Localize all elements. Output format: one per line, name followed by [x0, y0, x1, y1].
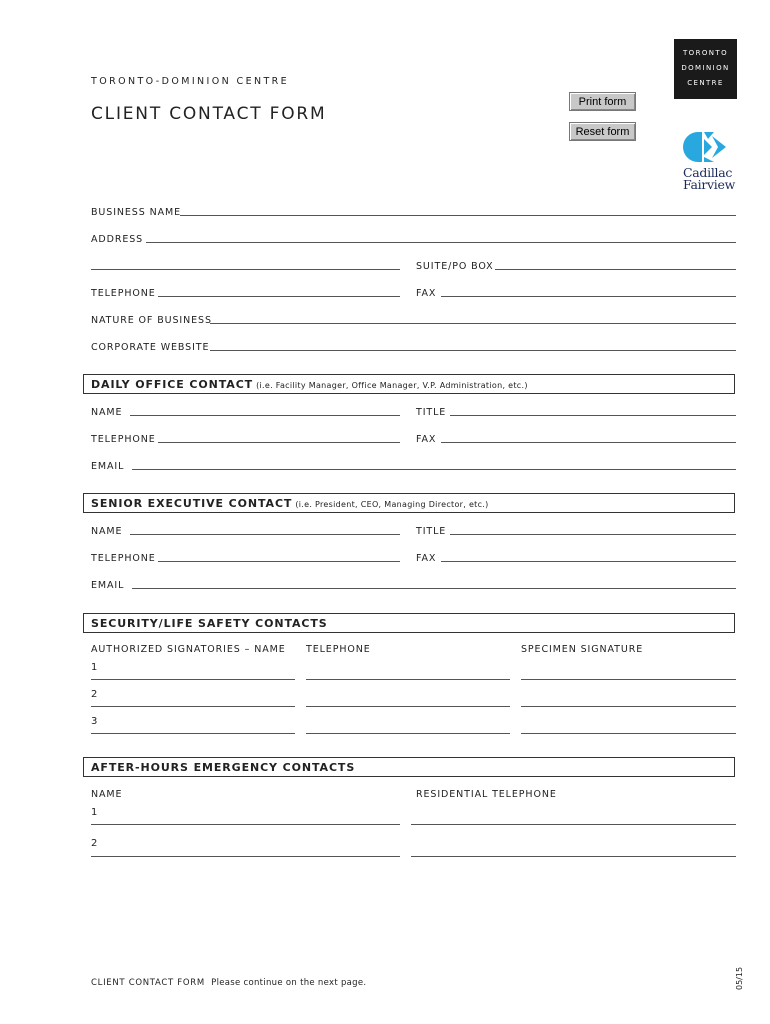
footer-note: Please continue on the next page.: [211, 978, 367, 988]
corporate-website-field[interactable]: [210, 338, 736, 351]
print-form-button[interactable]: Print form: [569, 92, 636, 111]
cadillac-logo-line2: Fairview: [683, 177, 736, 192]
security-1-name-field[interactable]: [91, 667, 295, 680]
nature-of-business-field[interactable]: [210, 311, 736, 324]
daily-contact-title: DAILY OFFICE CONTACT: [91, 378, 254, 391]
after-hours-2-telephone-field[interactable]: [411, 844, 736, 857]
after-hours-1-name-field[interactable]: [91, 812, 400, 825]
security-row-number: 3: [91, 716, 98, 727]
business-telephone-label: TELEPHONE: [91, 288, 156, 299]
footer-form-name: CLIENT CONTACT FORM: [91, 978, 205, 988]
senior-email-field[interactable]: [132, 576, 736, 589]
daily-fax-field[interactable]: [441, 430, 736, 443]
suite-label: SUITE/PO BOX: [416, 261, 494, 272]
senior-fax-label: FAX: [416, 553, 437, 564]
security-1-signature-field[interactable]: [521, 667, 736, 680]
security-contacts-header: [83, 613, 735, 633]
security-1-telephone-field[interactable]: [306, 667, 510, 680]
daily-title-field[interactable]: [450, 403, 736, 416]
org-name: TORONTO-DOMINION CENTRE: [91, 76, 290, 87]
address-line2-field[interactable]: [91, 257, 400, 270]
business-name-field[interactable]: [180, 203, 736, 216]
security-row-number: 2: [91, 689, 98, 700]
business-telephone-field[interactable]: [158, 284, 400, 297]
after-hours-header: [83, 757, 735, 777]
after-hours-1-telephone-field[interactable]: [411, 812, 736, 825]
business-fax-field[interactable]: [441, 284, 736, 297]
corporate-website-label: CORPORATE WEBSITE: [91, 342, 210, 353]
senior-fax-field[interactable]: [441, 549, 736, 562]
business-fax-label: FAX: [416, 288, 437, 299]
senior-telephone-label: TELEPHONE: [91, 553, 156, 564]
daily-name-field[interactable]: [130, 403, 400, 416]
daily-contact-header: [83, 374, 735, 394]
daily-email-field[interactable]: [132, 457, 736, 470]
after-hours-col-name: NAME: [91, 789, 123, 800]
daily-contact-subtitle: (i.e. Facility Manager, Office Manager, V.P. Administration, etc.): [256, 381, 528, 390]
security-contacts-title: SECURITY/LIFE SAFETY CONTACTS: [91, 617, 328, 630]
daily-telephone-field[interactable]: [158, 430, 400, 443]
security-3-name-field[interactable]: [91, 721, 295, 734]
suite-field[interactable]: [495, 257, 736, 270]
senior-title-label: TITLE: [416, 526, 447, 537]
page-title: CLIENT CONTACT FORM: [91, 104, 327, 124]
security-2-name-field[interactable]: [91, 694, 295, 707]
cadillac-logo-line1: Cadillac: [683, 165, 733, 180]
senior-contact-subtitle: (i.e. President, CEO, Managing Director, etc.): [295, 500, 489, 509]
business-name-label: BUSINESS NAME: [91, 207, 181, 218]
address-field[interactable]: [146, 230, 736, 243]
security-2-telephone-field[interactable]: [306, 694, 510, 707]
after-hours-title: AFTER-HOURS EMERGENCY CONTACTS: [91, 761, 356, 774]
senior-title-field[interactable]: [450, 522, 736, 535]
after-hours-row-number: 2: [91, 838, 98, 849]
daily-name-label: NAME: [91, 407, 123, 418]
security-col-telephone: TELEPHONE: [306, 644, 371, 655]
security-2-signature-field[interactable]: [521, 694, 736, 707]
daily-fax-label: FAX: [416, 434, 437, 445]
security-col-name: AUTHORIZED SIGNATORIES – NAME: [91, 644, 286, 655]
security-3-signature-field[interactable]: [521, 721, 736, 734]
daily-title-label: TITLE: [416, 407, 447, 418]
tdc-logo: TORONTO DOMINION CENTRE: [674, 39, 737, 99]
cadillac-fairview-logo-icon: [682, 130, 730, 164]
senior-name-field[interactable]: [130, 522, 400, 535]
footer: [91, 978, 366, 988]
security-row-number: 1: [91, 662, 98, 673]
after-hours-row-number: 1: [91, 807, 98, 818]
senior-name-label: NAME: [91, 526, 123, 537]
security-3-telephone-field[interactable]: [306, 721, 510, 734]
security-col-signature: SPECIMEN SIGNATURE: [521, 644, 644, 655]
senior-telephone-field[interactable]: [158, 549, 400, 562]
address-label: ADDRESS: [91, 234, 144, 245]
after-hours-col-telephone: RESIDENTIAL TELEPHONE: [416, 789, 557, 800]
form-version-code: 05/15: [735, 966, 744, 990]
nature-of-business-label: NATURE OF BUSINESS: [91, 315, 212, 326]
reset-form-button[interactable]: Reset form: [569, 122, 636, 141]
senior-contact-title: SENIOR EXECUTIVE CONTACT: [91, 497, 293, 510]
daily-email-label: EMAIL: [91, 461, 125, 472]
senior-contact-header: [83, 493, 735, 513]
daily-telephone-label: TELEPHONE: [91, 434, 156, 445]
senior-email-label: EMAIL: [91, 580, 125, 591]
after-hours-2-name-field[interactable]: [91, 844, 400, 857]
